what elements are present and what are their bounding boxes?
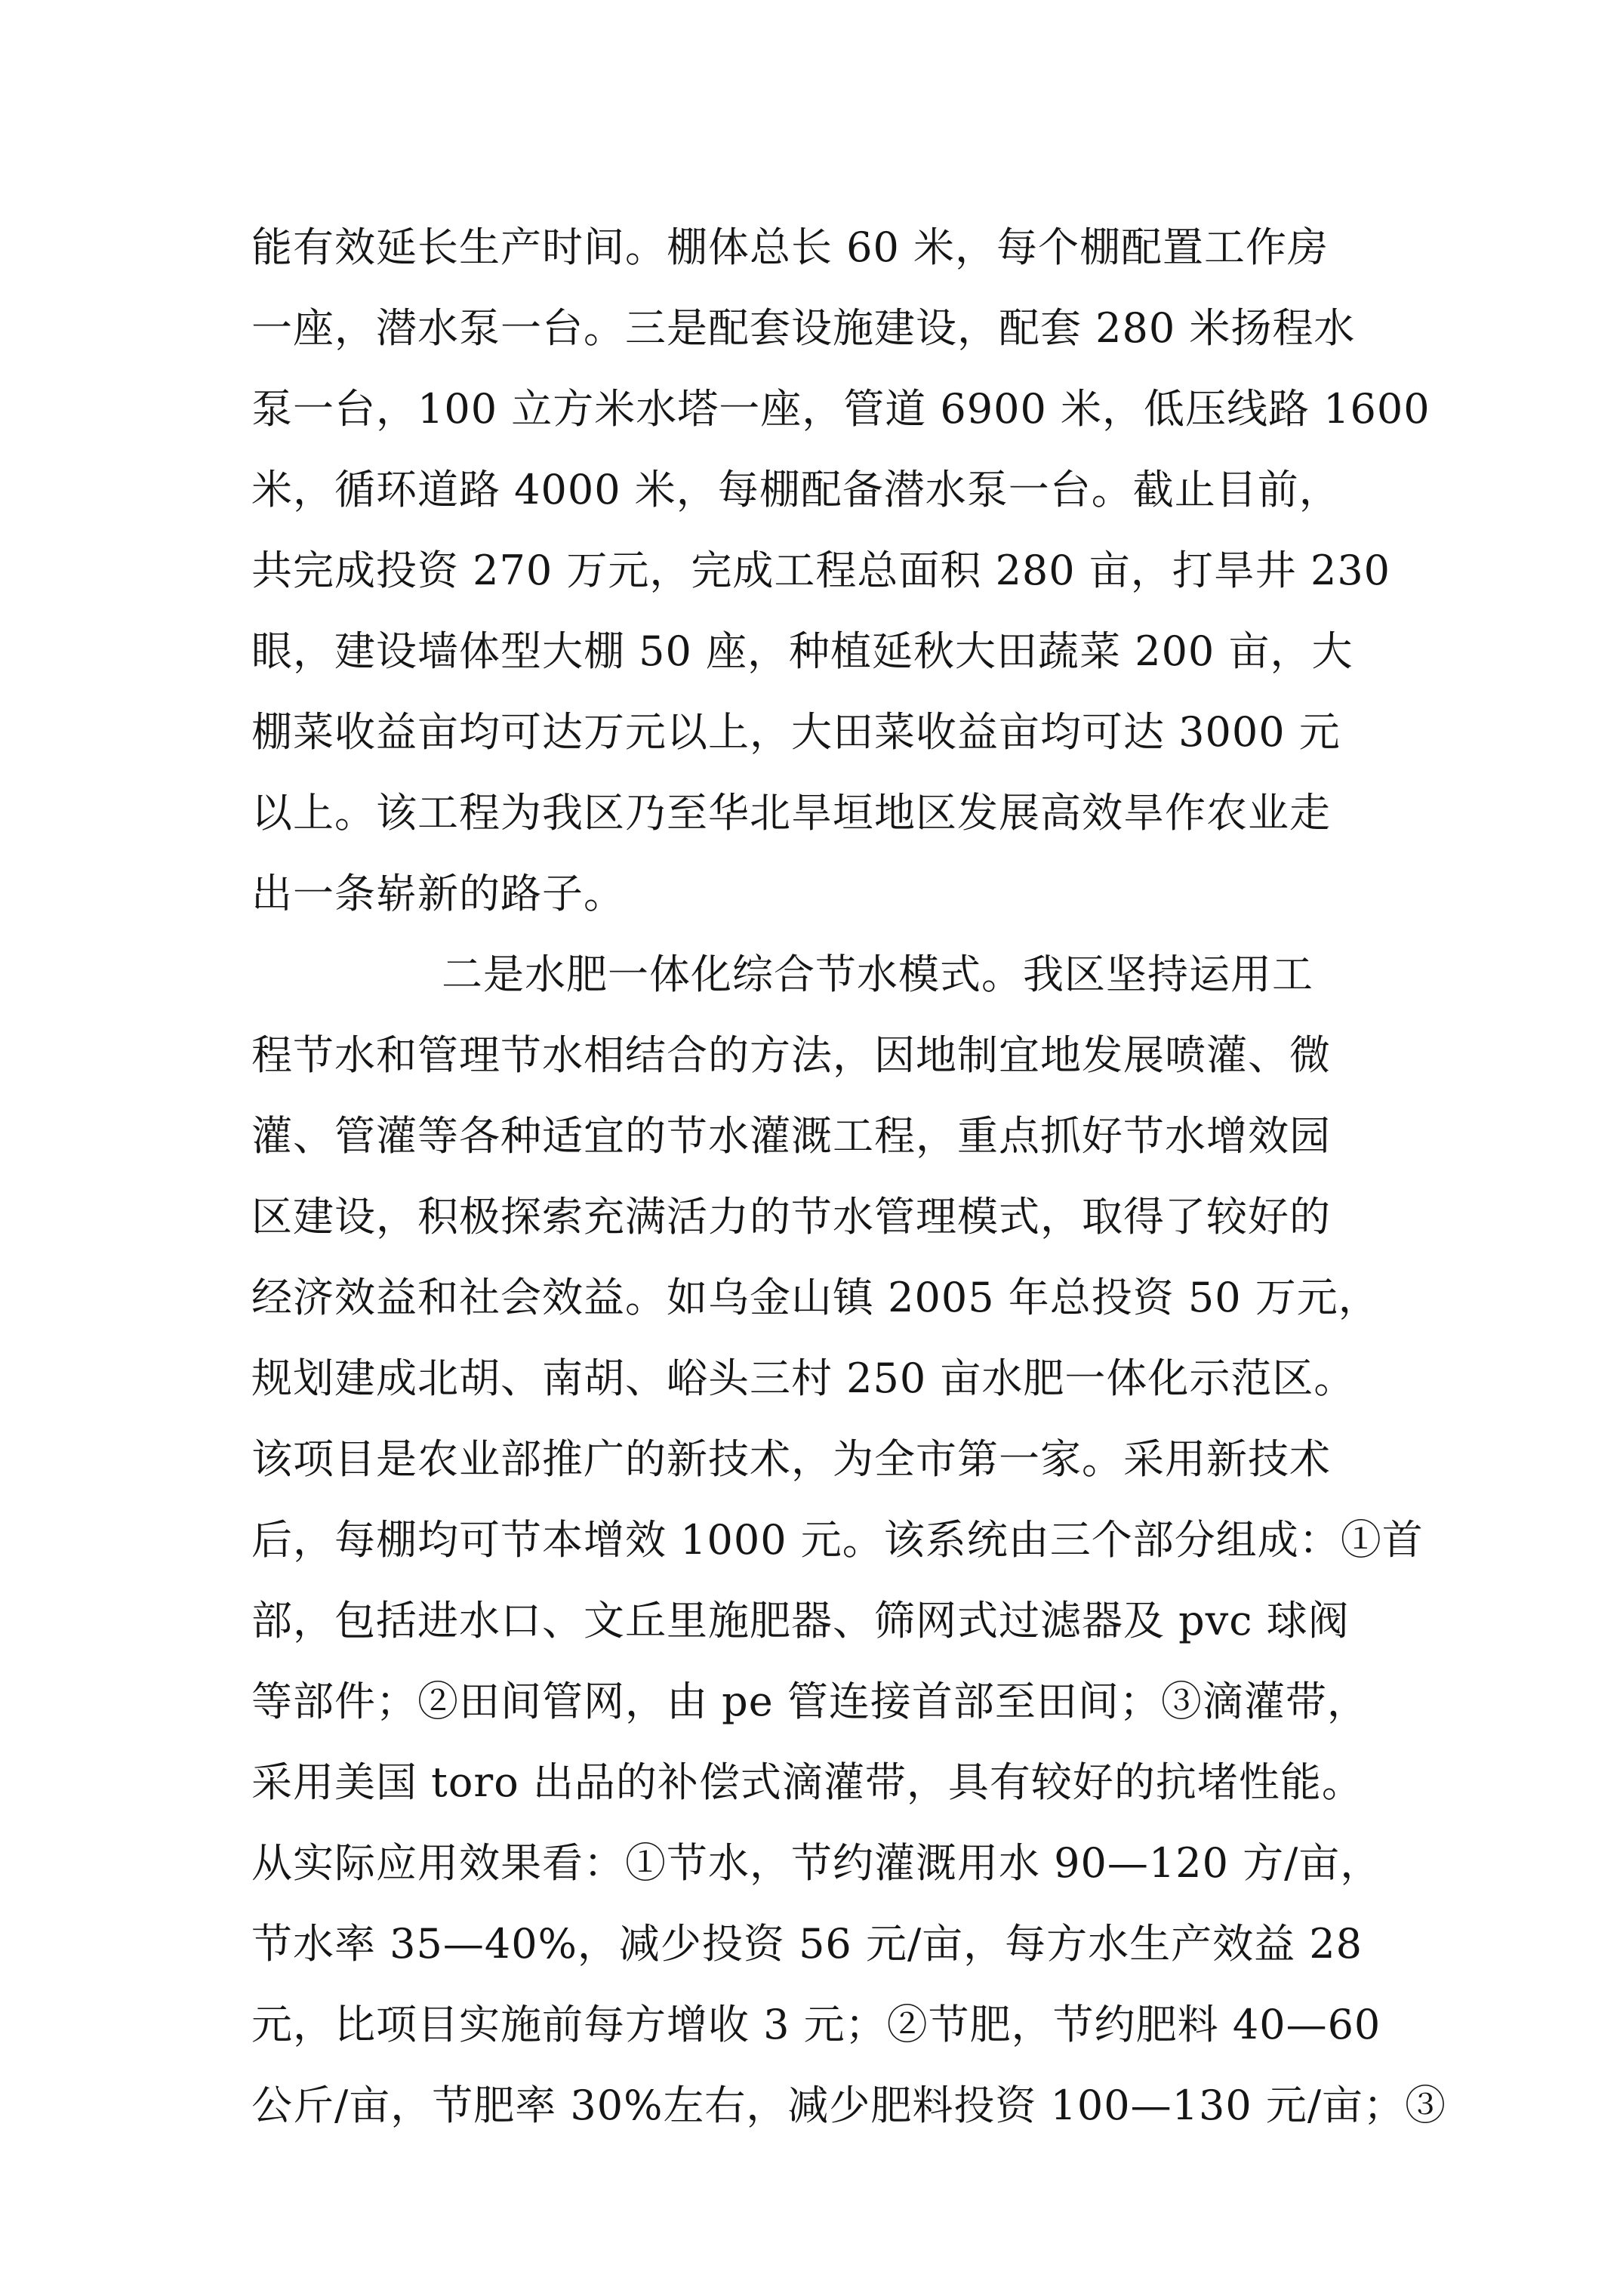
text-line: 能有效延长生产时间。棚体总长 60 米，每个棚配置工作房 xyxy=(251,223,1329,271)
text-line: 该项目是农业部推广的新技术，为全市第一家。采用新技术 xyxy=(251,1435,1331,1483)
text-line: 采用美国 toro 出品的补偿式滴灌带，具有较好的抗堵性能。 xyxy=(251,1758,1363,1806)
text-line: 棚菜收益亩均可达万元以上，大田菜收益亩均可达 3000 元 xyxy=(251,708,1341,756)
text-line: 共完成投资 270 万元，完成工程总面积 280 亩，打旱井 230 xyxy=(251,547,1391,594)
paragraph-start-line: 二是水肥一体化综合节水模式。我区坚持运用工 xyxy=(442,951,1313,998)
text-line: 以上。该工程为我区乃至华北旱垣地区发展高效旱作农业走 xyxy=(251,789,1331,837)
text-line: 元，比项目实施前每方增收 3 元；②节肥，节约肥料 40—60 xyxy=(251,2001,1381,2048)
text-line: 程节水和管理节水相结合的方法，因地制宜地发展喷灌、微 xyxy=(251,1031,1331,1079)
text-line: 一座，潜水泵一台。三是配套设施建设，配套 280 米扬程水 xyxy=(251,304,1356,352)
text-line: 灌、管灌等各种适宜的节水灌溉工程，重点抓好节水增效园 xyxy=(251,1112,1331,1160)
text-line: 规划建成北胡、南胡、峪头三村 250 亩水肥一体化示范区。 xyxy=(251,1354,1356,1402)
text-line: 后，每棚均可节本增效 1000 元。该系统由三个部分组成：①首 xyxy=(251,1516,1424,1564)
text-line: 眼，建设墙体型大棚 50 座，种植延秋大田蔬菜 200 亩，大 xyxy=(251,627,1354,675)
text-line: 区建设，积极探索充满活力的节水管理模式，取得了较好的 xyxy=(251,1193,1331,1240)
text-line: 公斤/亩，节肥率 30%左右，减少肥料投资 100—130 元/亩；③ xyxy=(251,2082,1447,2129)
text-line: 节水率 35—40%，减少投资 56 元/亩，每方水生产效益 28 xyxy=(251,1920,1363,1968)
text-line: 经济效益和社会效益。如乌金山镇 2005 年总投资 50 万元， xyxy=(251,1274,1380,1321)
text-line: 泵一台，100 立方米水塔一座，管道 6900 米，低压线路 1600 xyxy=(251,385,1431,433)
text-line: 等部件；②田间管网，由 pe 管连接首部至田间；③滴灌带， xyxy=(251,1678,1369,1725)
text-line: 从实际应用效果看：①节水，节约灌溉用水 90—120 方/亩， xyxy=(251,1839,1382,1887)
text-line: 出一条崭新的路子。 xyxy=(251,870,625,917)
text-line: 部，包括进水口、文丘里施肥器、筛网式过滤器及 pvc 球阀 xyxy=(251,1597,1350,1644)
text-line: 米，循环道路 4000 米，每棚配备潜水泵一台。截止目前， xyxy=(251,466,1341,513)
